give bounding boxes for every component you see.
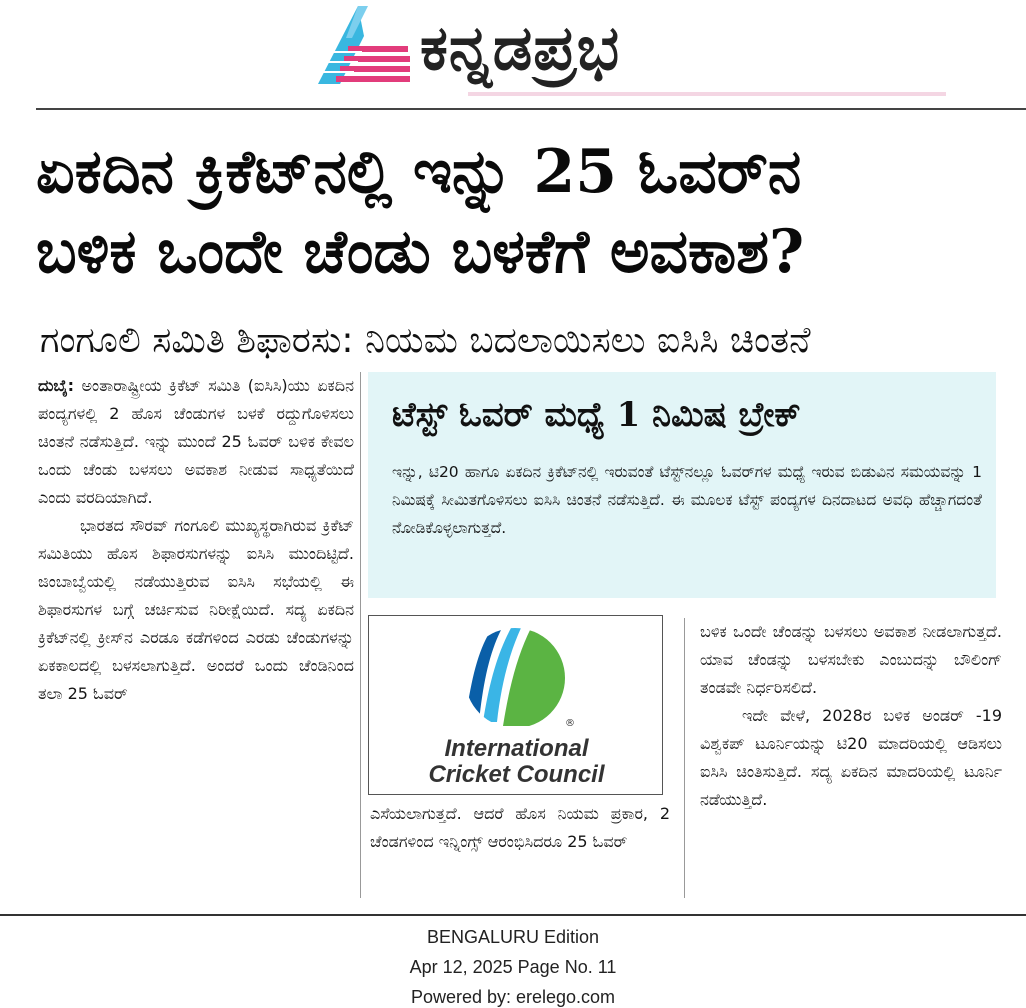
paragraph: ಇದೇ ವೇಳೆ, 2028ರ ಬಳಿಕ ಅಂಡರ್ -19 ವಿಶ್ವಕಪ್ ಟೂರ್ನಿಯನ್ನು ಟಿ20 ಮಾದರಿಯಲ್ಲಿ ಆಡಿಸಲು ಐಸಿಸಿ ಚಿಂತಿಸುತ್ತಿದೆ. ಸದ್ಯ ಏಕದಿನ ಮಾದರಿಯಲ್ಲಿ ಟೂರ್ನಿ ನಡೆಯುತ್ತಿದೆ. [700,706,1002,809]
icc-caption-line-2: Cricket Council [428,761,605,788]
masthead [0,0,1026,108]
paragraph [38,372,354,512]
paragraph-text: ಅಂತಾರಾಷ್ಟ್ರೀಯ ಕ್ರಿಕೆಟ್ ಸಮಿತಿ (ಐಸಿಸಿ)ಯು ಏಕದಿನ ಪಂದ್ಯಗಳಲ್ಲಿ 2 ಹೊಸ ಚೆಂಡುಗಳ ಬಳಕೆ ರದ್ದುಗೊಳಿಸಲು ಚಿಂತನೆ ನಡೆಸುತ್ತಿದೆ. ಇನ್ನು ಮುಂದೆ 25 ಓವರ್ ಬಳಿಕ ಕೇವಲ ಒಂದು ಚೆಂಡು ಬಳಸಲು ಅವಕಾಶ ನೀಡುವ ಸಾಧ್ಯತೆಯಿದೆ ಎಂದು ವರದಿಯಾಗಿದೆ. [38,376,354,507]
paragraph: ಎಸೆಯಲಾಗುತ್ತದೆ. ಆದರೆ ಹೊಸ ನಿಯಮ ಪ್ರಕಾರ, 2 ಚೆಂಡಗಳಿಂದ ಇನ್ನಿಂಗ್ಸ್ ಆರಂಭಿಸಿದರೂ 25 ಓವರ್ [370,804,670,851]
icc-caption-line-1: International [444,735,589,762]
article-column-2 [370,800,670,900]
footer-date-page: Apr 12, 2025 Page No. 11 [409,957,617,977]
article-column-3 [700,618,1002,900]
article-column-1 [38,372,354,898]
bottom-divider [0,914,1026,916]
icc-logo-icon [457,622,577,734]
dateline: ದುಬೈ: [38,376,75,395]
kannada-prabha-triangle-logo [318,6,414,86]
boxout-panel [368,372,996,598]
boxout-body: ಇನ್ನು, ಟಿ20 ಹಾಗೂ ಏಕದಿನ ಕ್ರಿಕೆಟ್‌ನಲ್ಲಿ ಇರುವಂತೆ ಟೆಸ್ಟ್‌ನಲ್ಲೂ ಓವರ್‌ಗಳ ಮಧ್ಯೆ ಇರುವ ಬಿಡುವಿನ ಸಮಯವನ್ನು 1 ನಿಮಿಷಕ್ಕೆ ಸೀಮಿತಗೊಳಿಸಲು ಐಸಿಸಿ ಚಿಂತನೆ ನಡೆಸುತ್ತಿದೆ. ಈ ಮೂಲಕ ಟೆಸ್ಟ್ ಪಂದ್ಯಗಳ ದಿನದಾಟದ ಅವಧಿ ಹೆಚ್ಚಾಗದಂತೆ ನೋಡಿಕೊಳ್ಳಲಾಗುತ್ತದೆ. [392,463,982,537]
column-divider [360,372,361,898]
icc-logo-image [368,615,663,795]
boxout-title: ಟೆಸ್ಟ್ ಓವರ್ ಮಧ್ಯೆ 1 ನಿಮಿಷ ಬ್ರೇಕ್ [392,395,801,435]
headline-line-2: ಬಳಿಕ ಒಂದೇ ಚೆಂಡು ಬಳಕೆಗೆ ಅವಕಾಶ? [36,217,805,287]
headline-line-1: ಏಕದಿನ ಕ್ರಿಕೆಟ್‌ನಲ್ಲಿ ಇನ್ನು 25 ಓವರ್‌ನ [36,137,802,207]
article-headline [36,132,1016,292]
footer [0,922,1026,1008]
column-divider [684,618,685,898]
masthead-underline [468,92,946,96]
masthead-logo-text: ಕನ್ನಡಪ್ರಭ [420,11,621,84]
article-subhead: ಗಂಗೂಲಿ ಸಮಿತಿ ಶಿಫಾರಸು: ನಿಯಮ ಬದಲಾಯಿಸಲು ಐಸಿಸಿ ಚಿಂತನೆ [40,320,811,361]
paragraph: ಬಳಿಕ ಒಂದೇ ಚೆಂಡನ್ನು ಬಳಸಲು ಅವಕಾಶ ನೀಡಲಾಗುತ್ತದೆ. ಯಾವ ಚೆಂಡನ್ನು ಬಳಸಬೇಕು ಎಂಬುದನ್ನು ಬೌಲಿಂಗ್ ತಂಡವೇ ನಿರ್ಧರಿಸಲಿದೆ. [700,622,1002,697]
registered-mark: ® [565,718,575,729]
paragraph: ಭಾರತದ ಸೌರವ್ ಗಂಗೂಲಿ ಮುಖ್ಯಸ್ಥರಾಗಿರುವ ಕ್ರಿಕೆಟ್ ಸಮಿತಿಯು ಹೊಸ ಶಿಫಾರಸುಗಳನ್ನು ಐಸಿಸಿ ಮುಂದಿಟ್ಟಿದೆ. ಜಿಂಬಾಬ್ವೆಯಲ್ಲಿ ನಡೆಯುತ್ತಿರುವ ಐಸಿಸಿ ಸಭೆಯಲ್ಲಿ ಈ ಶಿಫಾರಸುಗಳ ಬಗ್ಗೆ ಚರ್ಚಿಸುವ ನಿರೀಕ್ಷೆಯಿದೆ. ಸದ್ಯ ಏಕದಿನ ಕ್ರಿಕೆಟ್‌ನಲ್ಲಿ ಕ್ರೀಸ್‌ನ ಎರಡೂ ಕಡೆಗಳಿಂದ ಎರಡು ಚೆಂಡುಗಳನ್ನು ಏಕಕಾಲದಲ್ಲಿ ಬಳಸಲಾಗುತ್ತಿದೆ. ಅಂದರೆ ಒಂದು ಚೆಂಡಿನಿಂದ ತಲಾ 25 ಓವರ್ [38,516,354,703]
top-divider [36,108,1026,110]
footer-edition: BENGALURU Edition [426,927,600,947]
footer-powered-by: Powered by: erelego.com [410,987,616,1007]
